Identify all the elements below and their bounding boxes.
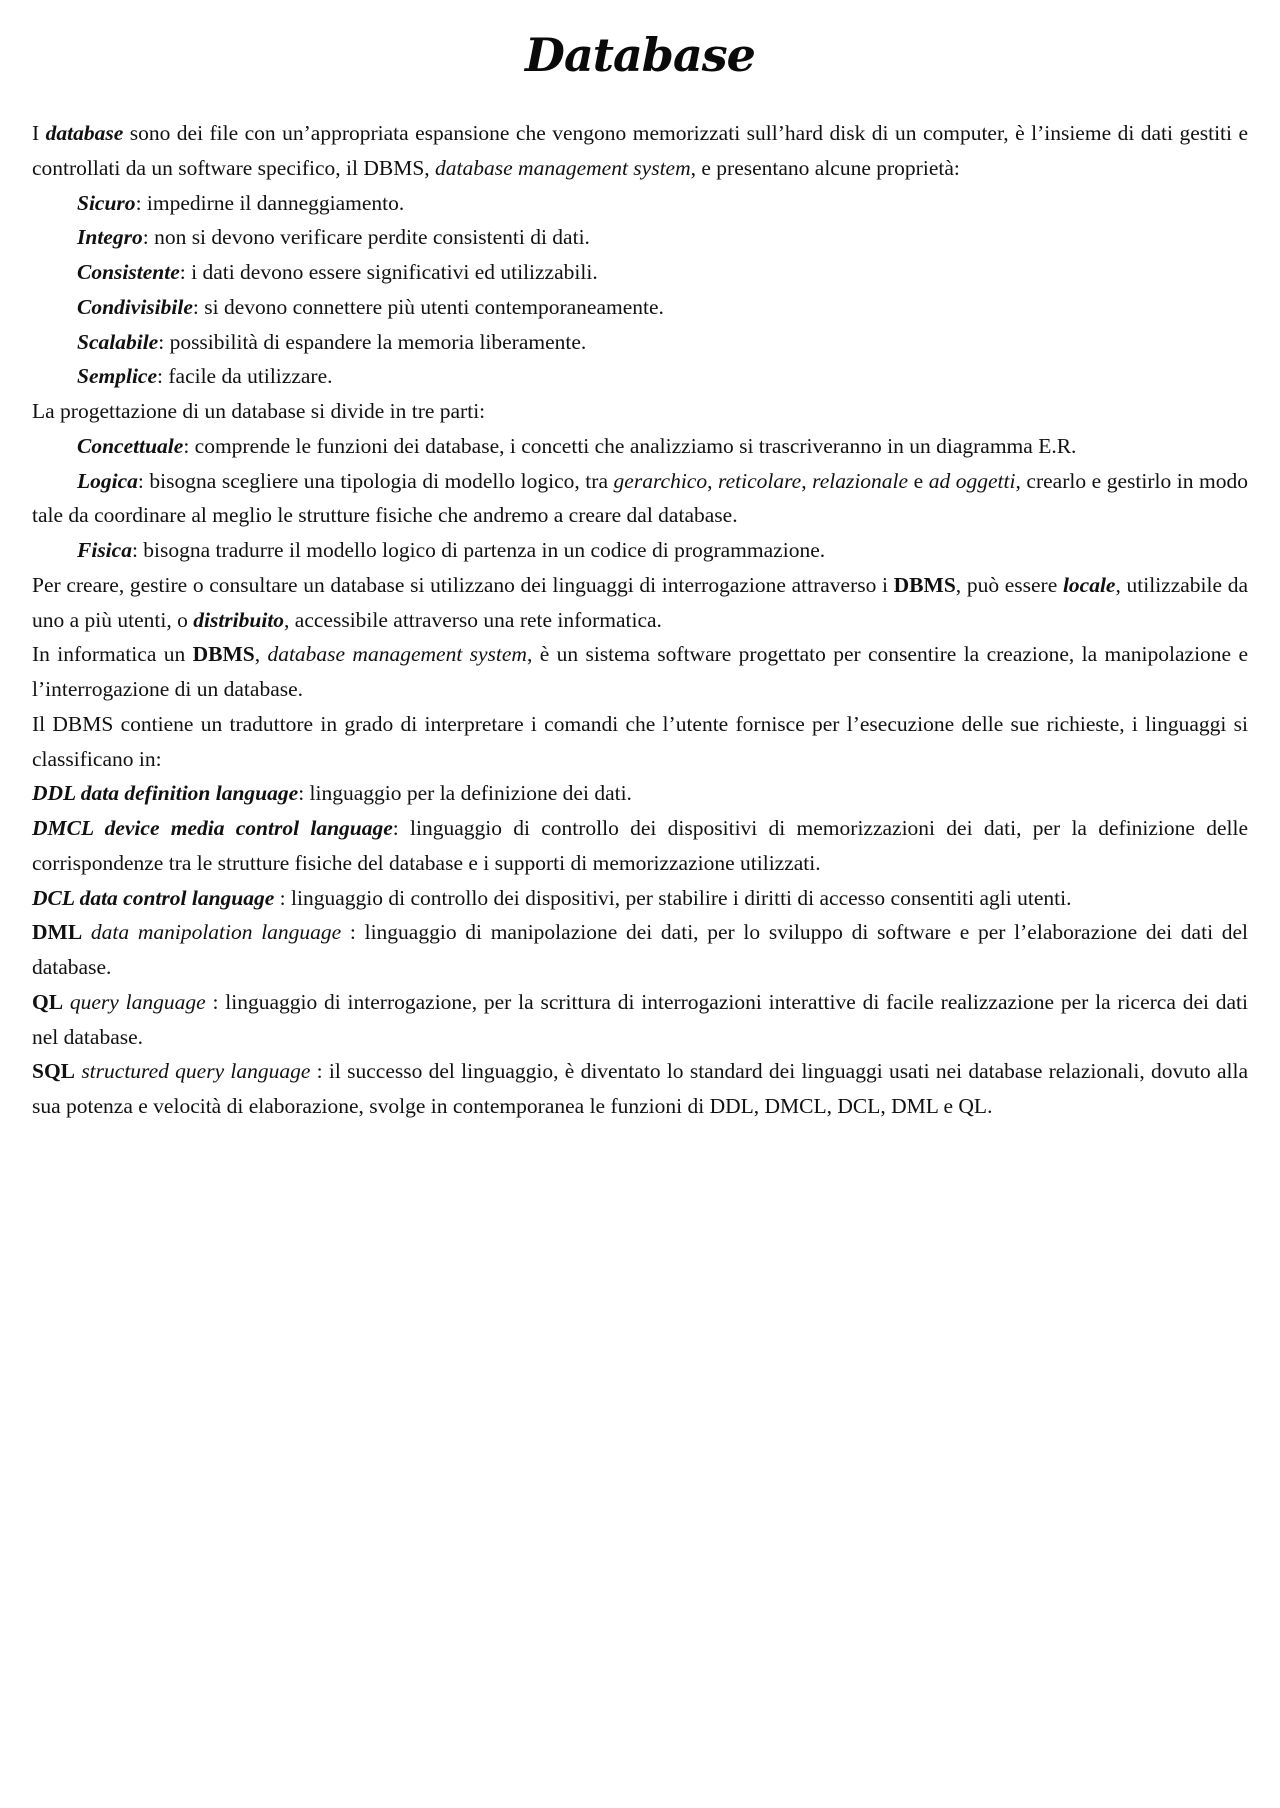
paragraph (32, 811, 1248, 881)
text-segment: , può essere (955, 572, 1063, 597)
text-segment: , (801, 468, 813, 493)
text-segment: : impedirne il danneggiamento. (135, 190, 405, 215)
emphasis-segment: Concettuale (77, 433, 184, 458)
text-segment: , crearlo e gestirlo in modo tale da coordinare al meglio le strutture fisiche che andremo a creare dal database. (32, 468, 1248, 528)
text-segment: : il successo del linguaggio, è diventato lo standard dei linguaggi usati nei database relazionali, dovuto alla sua potenza e velocità di elaborazione, svolge in contemporanea le funzioni di DDL, DMCL, DCL, DML e QL. (32, 1059, 1249, 1118)
emphasis-segment: query language (69, 989, 206, 1014)
text-segment: I (32, 121, 46, 145)
text-segment: , (254, 642, 268, 667)
paragraph (32, 1054, 1248, 1124)
emphasis-segment: DML (32, 920, 83, 945)
emphasis-segment: database management system (267, 642, 527, 667)
emphasis-segment: locale (1062, 572, 1116, 597)
emphasis-segment: Consistente (77, 260, 180, 284)
text-segment: : linguaggio di controllo dei dispositivi di memorizzazioni dei dati, per la definizione delle corrispondenze tra le strutture fisiche del database e i supporti di memorizzazione utilizzati. (32, 816, 1248, 875)
paragraph (32, 116, 1248, 186)
paragraph (32, 429, 1248, 464)
emphasis-segment: reticolare (718, 468, 802, 493)
text-segment: : linguaggio per la definizione dei dati. (298, 781, 632, 806)
paragraph (32, 394, 1248, 429)
text-segment: : si devono connettere più utenti contemporaneamente. (192, 294, 664, 319)
emphasis-segment: data manipolation language (90, 920, 342, 945)
emphasis-segment: SQL (32, 1059, 76, 1084)
page-title: Database (525, 28, 755, 82)
text-segment: : linguaggio di interrogazione, per la scrittura di interrogazioni interattive di facile realizzazione per la ricerca dei dati nel database. (32, 989, 1249, 1049)
text-segment: , (707, 468, 719, 493)
emphasis-segment: database management system (435, 155, 691, 180)
text-segment: : bisogna tradurre il modello logico di partenza in un codice di programmazione. (131, 538, 826, 562)
paragraph (32, 533, 1248, 568)
paragraph (32, 881, 1248, 916)
emphasis-segment: ad oggetti (928, 468, 1016, 493)
text-segment: : linguaggio di manipolazione dei dati, per lo sviluppo di software e per l’elaborazione dei dati del database. (32, 920, 1249, 979)
emphasis-segment: relazionale (812, 468, 909, 493)
text-segment: La progettazione di un database si divide in tre parti: (32, 399, 486, 423)
paragraph (32, 637, 1248, 707)
text-segment: , utilizzabile da uno a più utenti, o (32, 572, 1248, 632)
text-segment: , accessibile attraverso una rete informatica. (284, 607, 662, 632)
paragraph (32, 707, 1248, 777)
text-segment: : i dati devono essere significativi ed utilizzabili. (179, 260, 598, 284)
text-segment: , è un sistema software progettato per consentire la creazione, la manipolazione e l’interrogazione di un database. (32, 642, 1248, 701)
paragraph (32, 915, 1248, 985)
emphasis-segment: database (45, 121, 124, 145)
text-segment: Il DBMS contiene un traduttore in grado di interpretare i comandi che l’utente fornisce per l’esecuzione delle sue richieste, i linguaggi si classificano in: (32, 711, 1248, 771)
text-segment: : non si devono verificare perdite consistenti di dati. (142, 225, 590, 250)
document-body (32, 116, 1248, 1124)
text-segment: : bisogna scegliere una tipologia di modello logico, tra (137, 468, 614, 493)
emphasis-segment: distribuito (193, 607, 285, 632)
emphasis-segment: QL (32, 989, 64, 1014)
text-segment: e (908, 468, 929, 493)
emphasis-segment: DBMS (893, 572, 956, 597)
paragraph (32, 464, 1248, 534)
paragraph (32, 255, 1248, 290)
emphasis-segment: Fisica (77, 538, 132, 562)
emphasis-segment: DDL data definition language (32, 781, 299, 806)
text-segment: , e presentano alcune proprietà: (690, 155, 960, 180)
paragraph (32, 985, 1248, 1055)
emphasis-segment: DMCL device media control language (32, 816, 393, 840)
emphasis-segment: Sicuro (77, 190, 136, 215)
paragraph (32, 186, 1248, 221)
paragraph (32, 220, 1248, 255)
text-segment (82, 920, 91, 944)
text-segment (63, 990, 70, 1014)
emphasis-segment: Condivisibile (77, 294, 193, 319)
emphasis-segment: Logica (77, 468, 138, 493)
text-segment: : possibilità di espandere la memoria liberamente. (158, 329, 587, 354)
text-segment: : facile da utilizzare. (157, 364, 333, 389)
paragraph (32, 359, 1248, 394)
text-segment: In informatica un (32, 642, 193, 667)
emphasis-segment: DBMS (192, 642, 255, 667)
paragraph (32, 776, 1248, 811)
paragraph (32, 325, 1248, 360)
text-segment: sono dei file con un’appropriata espansione che vengono memorizzati sull’hard disk di un computer, è l’insieme di dati gestiti e controllati da un software specifico, il DBMS, (32, 121, 1248, 180)
emphasis-segment: structured query language (81, 1059, 311, 1084)
paragraph (32, 568, 1248, 638)
emphasis-segment: DCL data control language (32, 885, 275, 910)
emphasis-segment: gerarchico (613, 468, 708, 493)
paragraph (32, 290, 1248, 325)
text-segment: Per creare, gestire o consultare un database si utilizzano dei linguaggi di interrogazione attraverso i (32, 572, 894, 597)
emphasis-segment: Integro (77, 225, 143, 250)
emphasis-segment: Scalabile (77, 329, 159, 354)
text-segment: : linguaggio di controllo dei dispositivi, per stabilire i diritti di accesso consentiti agli utenti. (274, 885, 1072, 910)
emphasis-segment: Semplice (77, 364, 158, 389)
text-segment: : comprende le funzioni dei database, i concetti che analizziamo si trascriveranno in un diagramma E.R. (183, 433, 1077, 458)
